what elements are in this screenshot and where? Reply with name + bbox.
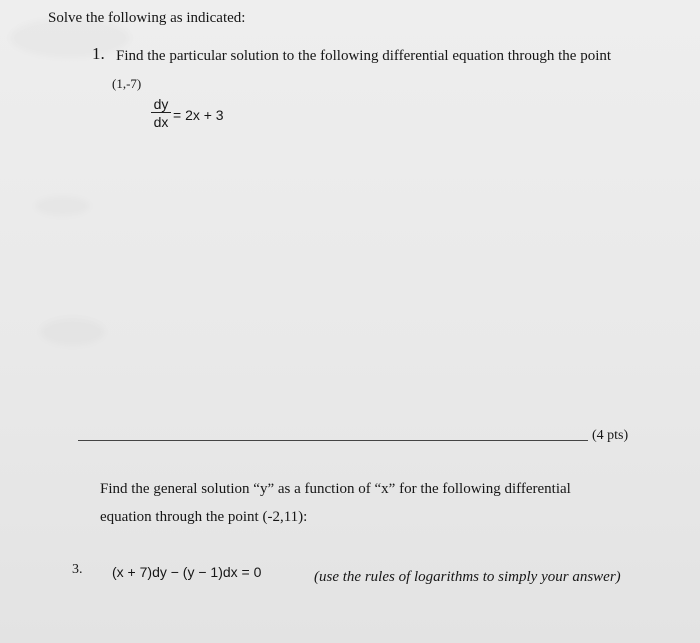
derivative-numerator: dy	[151, 97, 171, 113]
question-2-text-line-1: Find the general solution “y” as a function of “x” for the following differential	[100, 481, 571, 497]
faint-background-shadow	[40, 318, 105, 346]
question-3-equation: (x + 7)dy − (y − 1)dx = 0	[112, 564, 262, 580]
question-1-text: Find the particular solution to the following differential equation through the point	[116, 48, 612, 64]
question-1-points: (4 pts)	[592, 428, 629, 443]
differential-equation-rhs: = 2x + 3	[173, 107, 224, 123]
question-2-text-line-2: equation through the point (-2,11):	[100, 509, 308, 525]
derivative-denominator: dx	[153, 114, 169, 130]
worksheet-heading: Solve the following as indicated:	[48, 10, 246, 26]
question-3-note: (use the rules of logarithms to simply your answer)	[314, 569, 621, 585]
question-1-number: 1.	[92, 44, 105, 63]
derivative-fraction	[151, 97, 171, 129]
question-1-point: (1,-7)	[112, 76, 142, 91]
question-3-number: 3.	[72, 562, 83, 577]
faint-background-shadow	[35, 196, 90, 216]
answer-line	[78, 440, 588, 441]
